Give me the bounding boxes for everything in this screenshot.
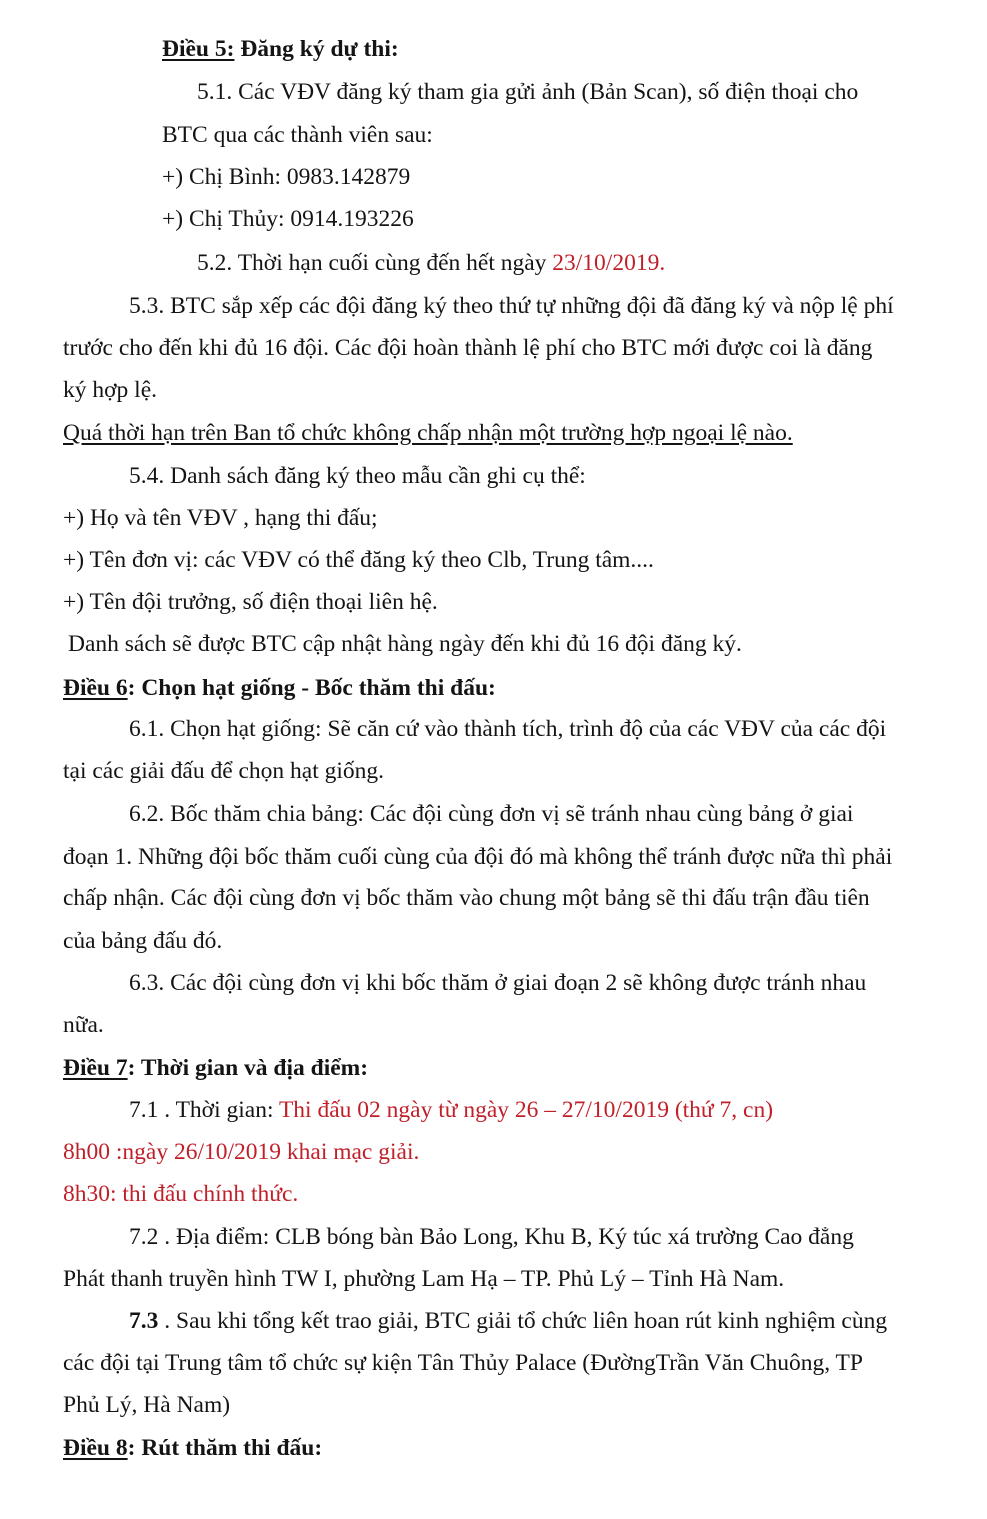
clause-6-2-line-4: của bảng đấu đó.	[63, 928, 223, 954]
list-item-name-rank: +) Họ và tên VĐV , hạng thi đấu;	[63, 505, 378, 531]
clause-7-3-text: . Sau khi tổng kết trao giải, BTC giải tổ chức liên hoan rút kinh nghiệm cùng	[158, 1308, 888, 1334]
clause-7-1	[129, 1095, 773, 1125]
competition-dates: Thi đấu 02 ngày từ ngày 26 – 27/10/2019 (thứ 7, cn)	[278, 1097, 774, 1123]
clause-6-2-line-1: 6.2. Bốc thăm chia bảng: Các đội cùng đơn vị sẽ tránh nhau cùng bảng ở giai	[129, 801, 854, 827]
clause-5-1-line-1: 5.1. Các VĐV đăng ký tham gia gửi ảnh (Bản Scan), số điện thoại cho	[197, 79, 859, 105]
list-item-unit: +) Tên đơn vị: các VĐV có thể đăng ký theo Clb, Trung tâm....	[63, 547, 654, 573]
article-5-title: Đăng ký dự thi:	[234, 36, 399, 62]
clause-5-4: 5.4. Danh sách đăng ký theo mẫu cần ghi cụ thể:	[129, 463, 586, 489]
clause-6-2-line-2: đoạn 1. Những đội bốc thăm cuối cùng của đội đó mà không thể tránh được nữa thì phải	[63, 844, 893, 870]
clause-6-1-line-1: 6.1. Chọn hạt giống: Sẽ căn cứ vào thành tích, trình độ của các VĐV của các đội	[129, 716, 887, 742]
clause-7-2-line-2: Phát thanh truyền hình TW I, phường Lam Hạ – TP. Phủ Lý – Tỉnh Hà Nam.	[63, 1266, 785, 1292]
list-item-captain: +) Tên đội trưởng, số điện thoại liên hệ.	[63, 589, 438, 615]
clause-7-3-line-3: Phủ Lý, Hà Nam)	[63, 1392, 231, 1418]
deadline-note: Quá thời hạn trên Ban tổ chức không chấp nhận một trường hợp ngoại lệ nào.	[63, 420, 793, 446]
clause-7-1-label: 7.1 . Thời gian:	[129, 1097, 279, 1123]
clause-7-2-line-1: 7.2 . Địa điểm: CLB bóng bàn Bảo Long, Khu B, Ký túc xá trường Cao đẳng	[129, 1224, 854, 1250]
article-8-title: : Rút thăm thi đấu:	[127, 1435, 323, 1461]
clause-5-2	[197, 248, 665, 278]
article-7-number: Điều 7	[63, 1055, 128, 1081]
article-7-heading	[63, 1053, 368, 1083]
opening-time: 8h00 :ngày 26/10/2019 khai mạc giải.	[63, 1139, 420, 1165]
article-6-title: : Chọn hạt giống - Bốc thăm thi đấu:	[127, 675, 496, 701]
clause-6-3-line-2: nữa.	[63, 1012, 104, 1038]
clause-5-2-label: 5.2. Thời hạn cuối cùng đến hết ngày	[197, 250, 553, 276]
contact-thuy: +) Chị Thủy: 0914.193226	[162, 206, 414, 232]
deadline-date: 23/10/2019.	[552, 250, 666, 276]
article-6-number: Điều 6	[63, 675, 128, 701]
clause-5-3-line-2: trước cho đến khi đủ 16 đội. Các đội hoàn thành lệ phí cho BTC mới được coi là đăng	[63, 335, 873, 361]
clause-6-1-line-2: tại các giải đấu để chọn hạt giống.	[63, 758, 385, 784]
clause-7-3-line-1	[129, 1306, 887, 1336]
contact-binh: +) Chị Bình: 0983.142879	[162, 164, 411, 190]
article-6-heading	[63, 673, 496, 703]
article-8-heading	[63, 1433, 322, 1463]
clause-6-3-line-1: 6.3. Các đội cùng đơn vị khi bốc thăm ở giai đoạn 2 sẽ không được tránh nhau	[129, 970, 867, 996]
clause-5-1-line-2: BTC qua các thành viên sau:	[162, 122, 433, 148]
clause-7-3-label: 7.3	[129, 1308, 159, 1334]
start-time: 8h30: thi đấu chính thức.	[63, 1181, 299, 1207]
list-update-note: Danh sách sẽ được BTC cập nhật hàng ngày đến khi đủ 16 đội đăng ký.	[68, 631, 742, 657]
article-5-number: Điều 5:	[162, 36, 235, 62]
clause-5-3-line-3: ký hợp lệ.	[63, 377, 158, 403]
article-5-heading	[162, 34, 399, 64]
clause-7-3-line-2: các đội tại Trung tâm tổ chức sự kiện Tân Thủy Palace (ĐườngTrần Văn Chuông, TP	[63, 1350, 863, 1376]
clause-5-3-line-1: 5.3. BTC sắp xếp các đội đăng ký theo thứ tự những đội đã đăng ký và nộp lệ phí	[129, 293, 894, 319]
article-7-title: : Thời gian và địa điểm:	[127, 1055, 369, 1081]
clause-6-2-line-3: chấp nhận. Các đội cùng đơn vị bốc thăm vào chung một bảng sẽ thi đấu trận đầu tiên	[63, 885, 870, 911]
article-8-number: Điều 8	[63, 1435, 128, 1461]
